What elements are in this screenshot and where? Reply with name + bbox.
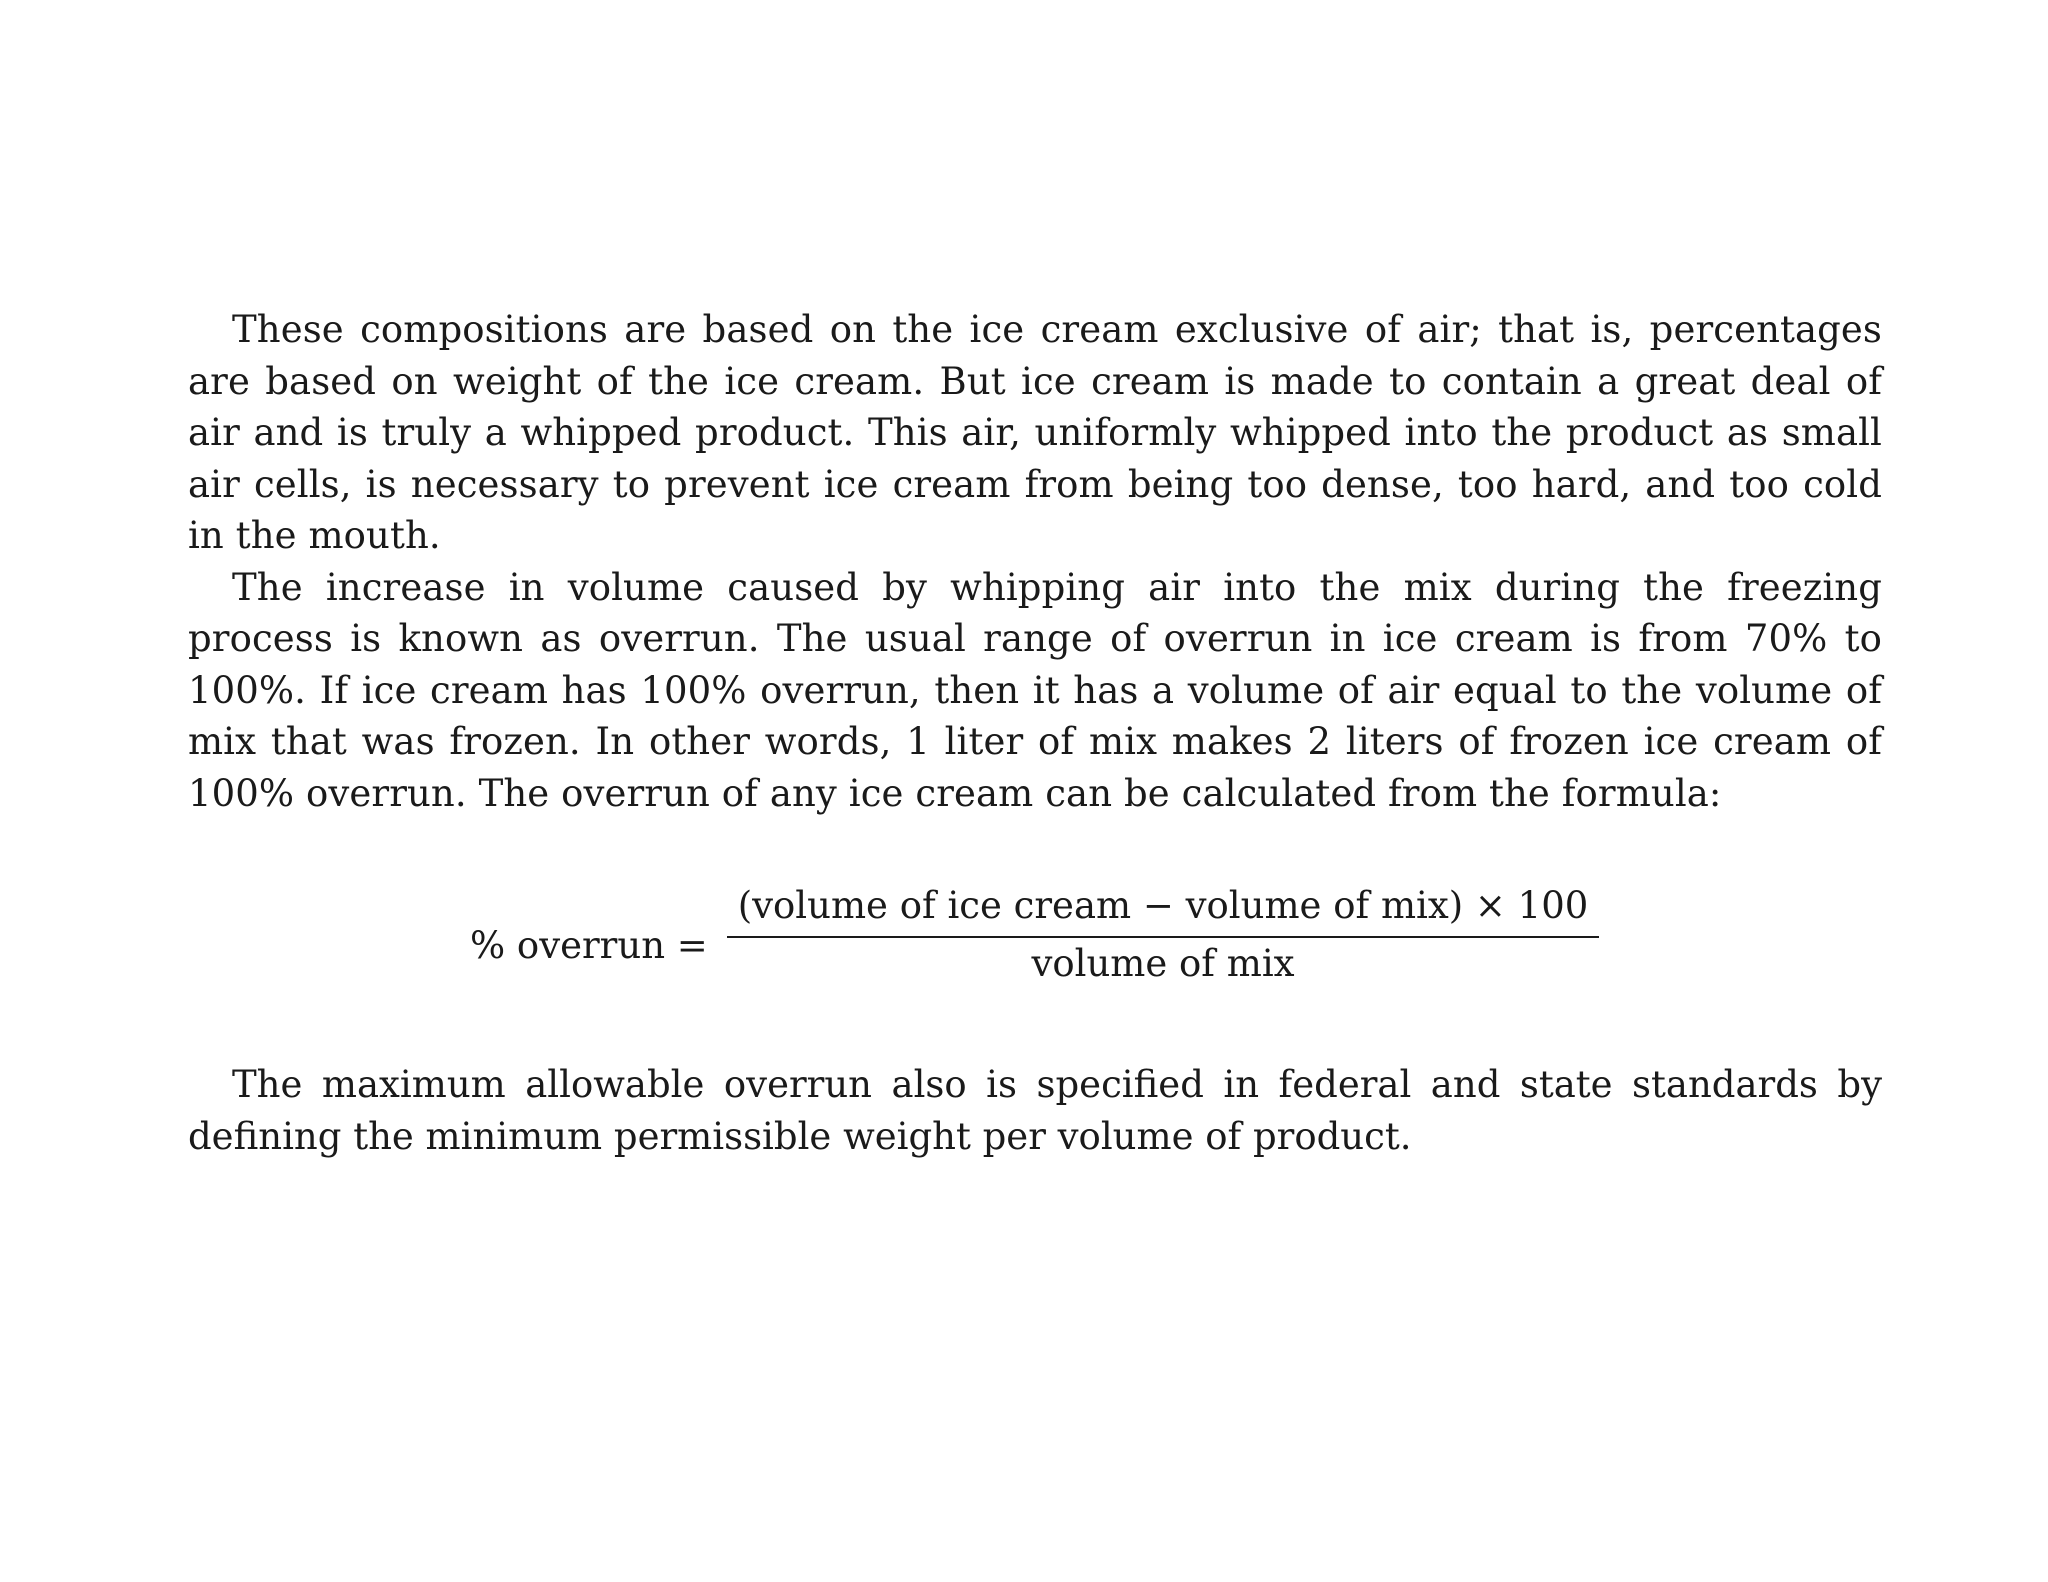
formula-denominator: volume of mix bbox=[1031, 942, 1295, 985]
formula-lhs: % overrun = bbox=[470, 924, 708, 967]
formula-numerator: (volume of ice cream − volume of mix) × 100 bbox=[737, 884, 1589, 927]
formula-fraction bbox=[727, 880, 1599, 990]
body-text bbox=[188, 304, 1882, 819]
paragraph-maximum-overrun: The maximum allowable overrun also is specified in federal and state standards by defining the minimum permissible weight per volume of product. bbox=[188, 1063, 1882, 1158]
paragraph-compositions: These compositions are based on the ice cream exclusive of air; that is, percentages are based on weight of the ice cream. But ice cream is made to contain a great deal of air and is truly a whipped product. This air, uniformly whipped into the product as small air cells, is necessary to prevent ice cream from being too dense, too hard, and too cold in the mouth. bbox=[188, 308, 1882, 557]
paragraph-overrun: The increase in volume caused by whipping air into the mix during the freezing process is known as overrun. The usual range of overrun in ice cream is from 70% to 100%. If ice cream has 100% overrun, then it has a volume of air equal to the volume of mix that was frozen. In other words, 1 liter of mix makes 2 liters of frozen ice cream of 100% overrun. The overrun of any ice cream can be calculated from the formula: bbox=[188, 565, 1882, 815]
overrun-formula bbox=[0, 880, 2048, 1000]
closing-text bbox=[188, 1059, 1882, 1162]
